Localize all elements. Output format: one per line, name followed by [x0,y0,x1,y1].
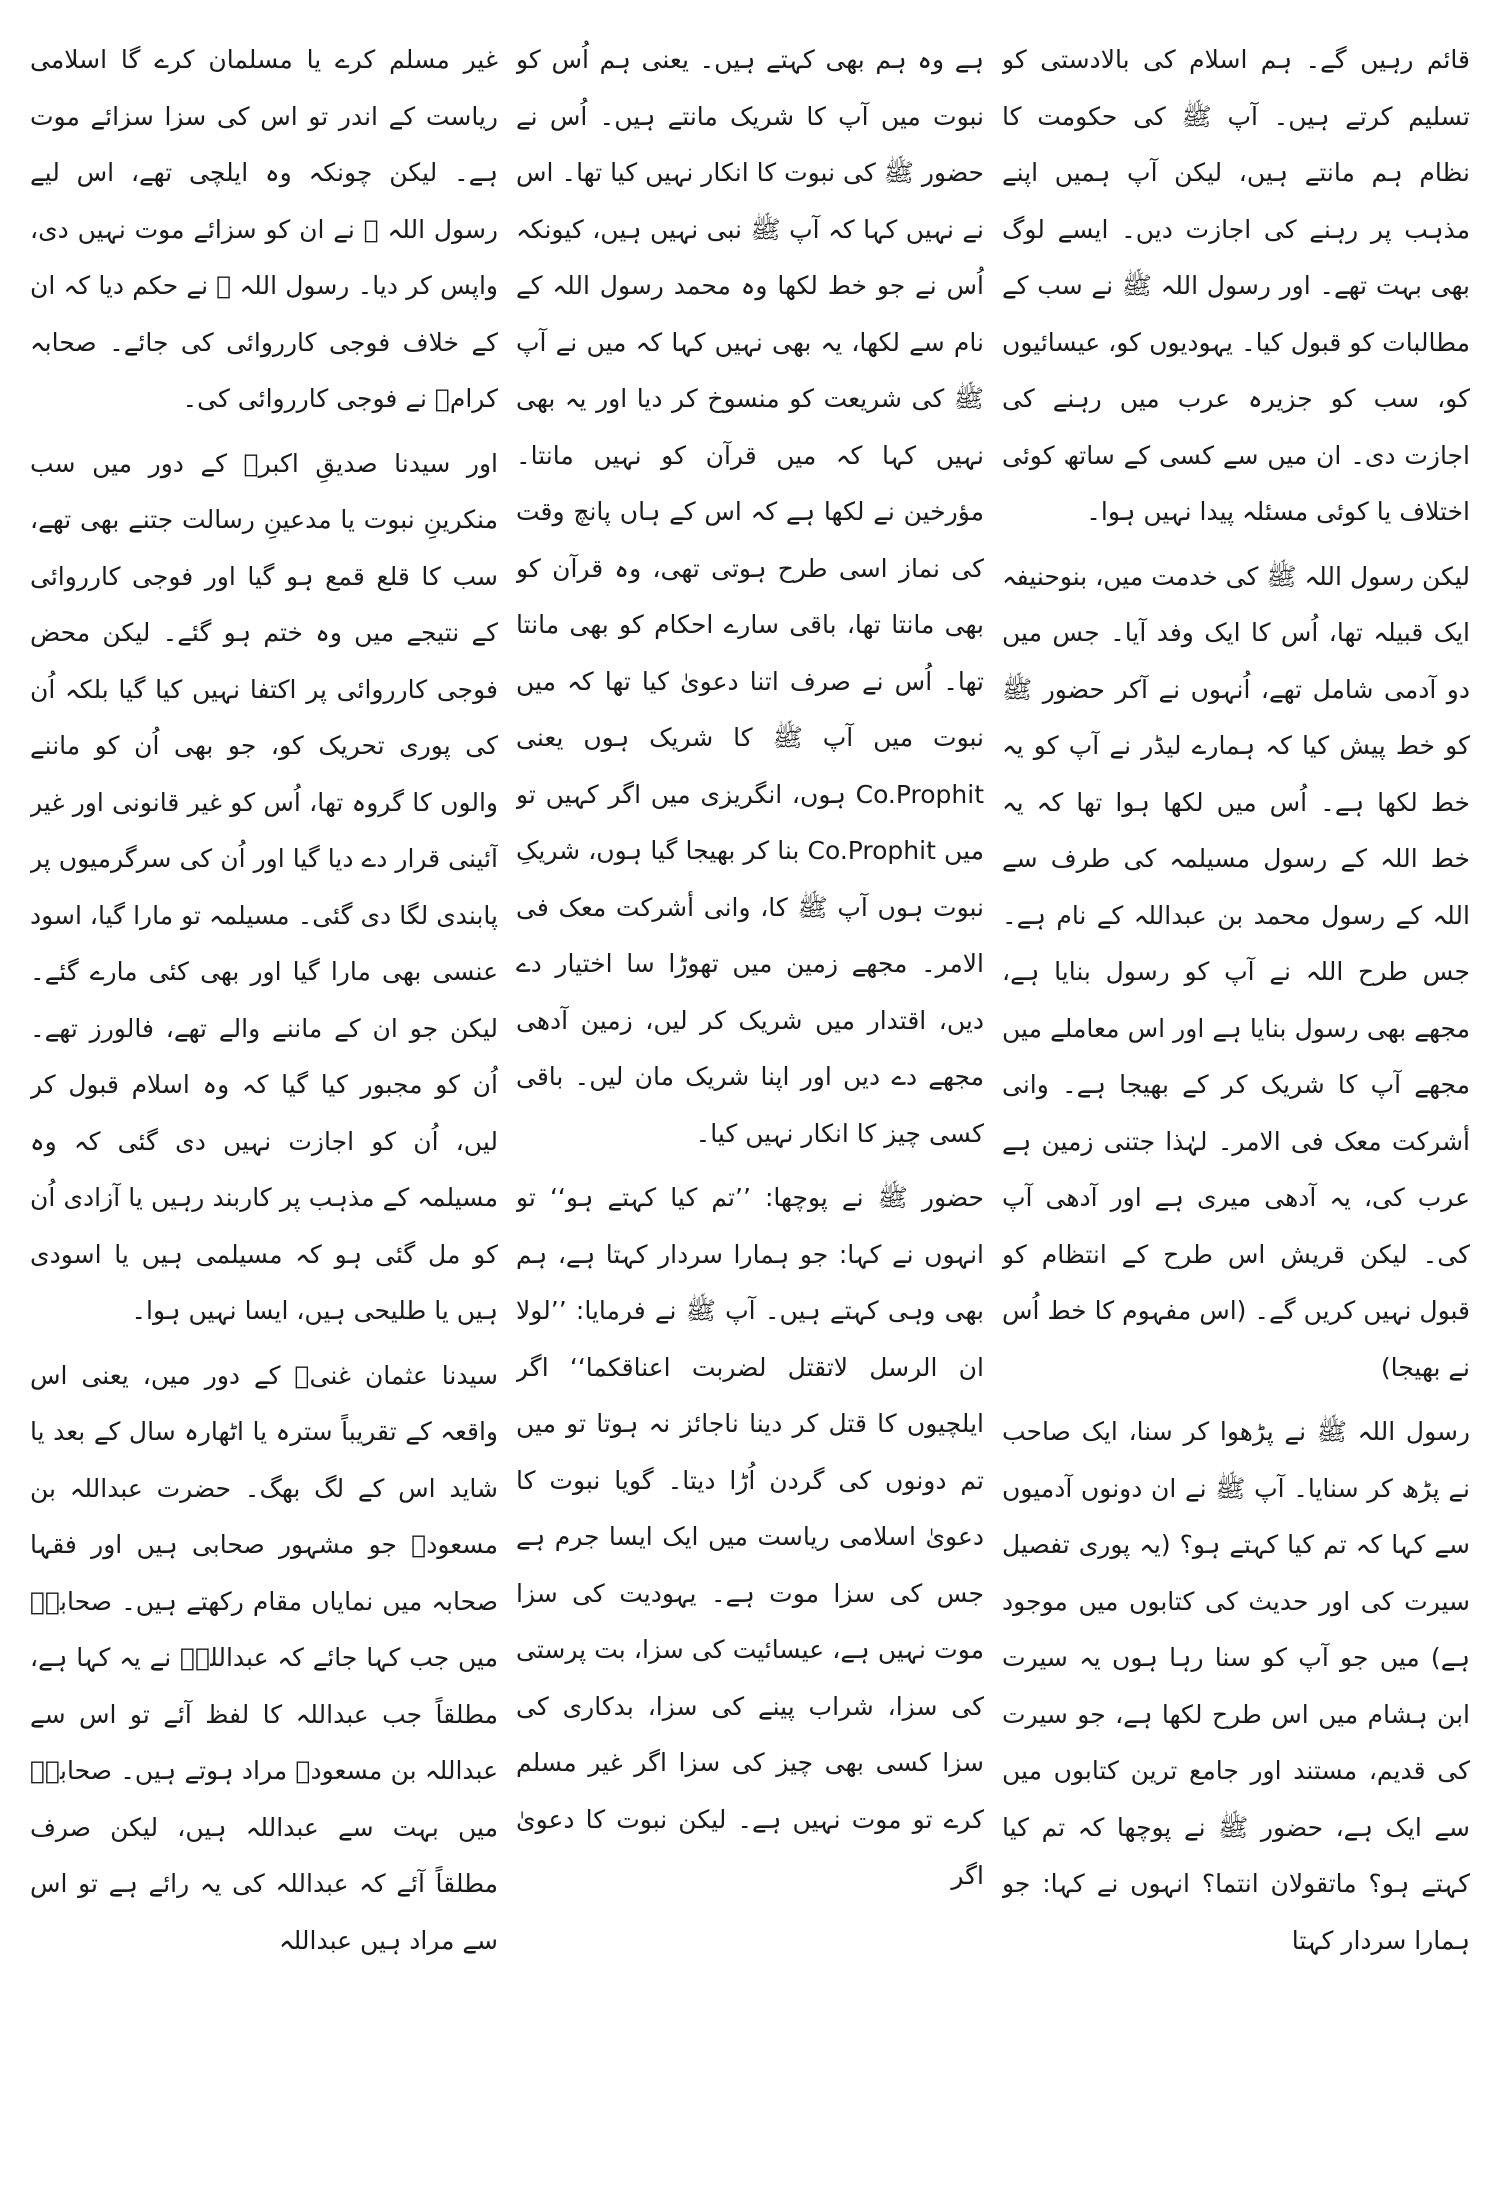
paragraph: اور سیدنا صدیقِ اکبرؓ کے دور میں سب منکرینِ نبوت یا مدعینِ رسالت جتنے بھی تھے، سب کا قلع قمع ہو گیا اور فوجی کارروائی کے نتیجے میں وہ ختم ہو گئے۔ لیکن محض فوجی کارروائی پر اکتفا نہیں کیا گیا بلکہ اُن کی پوری تحریک کو، جو بھی اُن کو ماننے والوں کا گروہ تھا، اُس کو غیر قانونی اور غیر آئینی قرار دے دیا گیا اور اُن کی سرگرمیوں پر پابندی لگا دی گئی۔ مسیلمہ تو مارا گیا، اسود عنسی بھی مارا گیا اور بھی کئی مارے گئے۔ لیکن جو ان کے ماننے والے تھے، فالورز تھے۔ اُن کو مجبور کیا گیا کہ وہ اسلام قبول کر لیں، اُن کو اجازت نہیں دی گئی کہ وہ مسیلمہ کے مذہب پر کاربند رہیں یا آزادی اُن کو مل گئی ہو کہ مسیلمی ہیں یا اسودی ہیں یا طلیحی ہیں، ایسا نہیں ہوا۔ [30,448,498,1325]
paragraph: ہے وہ ہم بھی کہتے ہیں۔ یعنی ہم اُس کو نبوت میں آپ کا شریک مانتے ہیں۔ اُس نے حضور ﷺ کی نبوت کا انکار نہیں کیا تھا۔ اس نے نہیں کہا کہ آپ ﷺ نبی نہیں ہیں، کیونکہ اُس نے جو خط لکھا وہ محمد رسول اللہ کے نام سے لکھا، یہ بھی نہیں کہا کہ میں نے آپ ﷺ کی شریعت کو منسوخ کر دیا اور یہ بھی نہیں کہا کہ میں قرآن کو نہیں مانتا۔ مؤرخین نے لکھا ہے کہ اس کے ہاں پانچ وقت کی نماز اسی طرح ہوتی تھی، وہ قرآن کو بھی مانتا تھا، باقی سارے احکام کو بھی مانتا تھا۔ اُس نے صرف اتنا دعویٰ کیا تھا کہ میں نبوت میں آپ ﷺ کا شریک ہوں یعنی Co.Prophit ہوں، انگریزی میں اگر کہیں تو میں Co.Prophit بنا کر بھیجا گیا ہوں، شریکِ نبوت ہوں آپ ﷺ کا، وانی أشرکت معک فی الامر۔ مجھے زمین میں تھوڑا سا اختیار دے دیں، اقتدار میں شریک کر لیں، زمین آدھی مجھے دے دیں اور اپنا شریک مان لیں۔ باقی کسی چیز کا انکار نہیں کیا۔ [516,45,984,1148]
text-column-left [30,32,498,2172]
text-column-middle [516,32,984,2172]
paragraph: قائم رہیں گے۔ ہم اسلام کی بالادستی کو تسلیم کرتے ہیں۔ آپ ﷺ کی حکومت کا نظام ہم مانتے ہیں، لیکن آپ ہمیں اپنے مذہب پر رہنے کی اجازت دیں۔ ایسے لوگ بھی بہت تھے۔ اور رسول اللہ ﷺ نے سب کے مطالبات کو قبول کیا۔ یہودیوں کو، عیسائیوں کو، سب کو جزیرہ عرب میں رہنے کی اجازت دی۔ ان میں سے کسی کے ساتھ کوئی اختلاف یا کوئی مسئلہ پیدا نہیں ہوا۔ [1002,45,1470,526]
paragraph: سیدنا عثمان غنیؓ کے دور میں، یعنی اس واقعہ کے تقریباً سترہ یا اٹھارہ سال کے بعد یا شاید اس کے لگ بھگ۔ حضرت عبداللہ بن مسعودؓ جو مشہور صحابی ہیں اور فقہا صحابہ میں نمایاں مقام رکھتے ہیں۔ صحابہؓ میں جب کہا جائے کہ عبداللہؓ نے یہ کہا ہے، مطلقاً جب عبداللہ کا لفظ آئے تو اس سے عبداللہ بن مسعودؓ مراد ہوتے ہیں۔ صحابہؓ میں بہت سے عبداللہ ہیں، لیکن صرف مطلقاً آئے کہ عبداللہ کی یہ رائے ہے تو اس سے مراد ہیں عبداللہ [30,1360,498,1955]
paragraph: رسول اللہ ﷺ نے پڑھوا کر سنا، ایک صاحب نے پڑھ کر سنایا۔ آپ ﷺ نے ان دونوں آدمیوں سے کہا کہ تم کیا کہتے ہو؟ (یہ پوری تفصیل سیرت کی اور حدیث کی کتابوں میں موجود ہے) میں جو آپ کو سنا رہا ہوں یہ سیرت ابن ہشام میں اس طرح لکھا ہے، جو سیرت کی قدیم، مستند اور جامع ترین کتابوں میں سے ایک ہے، حضور ﷺ نے پوچھا کہ تم کیا کہتے ہو؟ ماتقولان انتما؟ انہوں نے کہا: جو ہمارا سردار کہتا [1002,1417,1470,1955]
paragraph: غیر مسلم کرے یا مسلمان کرے گا اسلامی ریاست کے اندر تو اس کی سزا سزائے موت ہے۔ لیکن چونکہ وہ ایلچی تھے، اس لیے رسول اللہ ﷺ نے ان کو سزائے موت نہیں دی، واپس کر دیا۔ رسول اللہ ﷺ نے حکم دیا کہ ان کے خلاف فوجی کارروائی کی جائے۔ صحابہ کرامؓ نے فوجی کارروائی کی۔ [30,45,498,413]
paragraph: لیکن رسول اللہ ﷺ کی خدمت میں، بنوحنیفہ ایک قبیلہ تھا، اُس کا ایک وفد آیا۔ جس میں دو آدمی شامل تھے، اُنہوں نے آکر حضور ﷺ کو خط پیش کیا کہ ہمارے لیڈر نے آپ کو یہ خط لکھا ہے۔ اُس میں لکھا ہوا تھا کہ یہ خط اللہ کے رسول مسیلمہ کی طرف سے اللہ کے رسول محمد بن عبداللہ کے نام ہے۔ جس طرح اللہ نے آپ کو رسول بنایا ہے، مجھے بھی رسول بنایا ہے اور اس معاملے میں مجھے آپ کا شریک کر کے بھیجا ہے۔ وانی أشرکت معک فی الامر۔ لہٰذا جتنی زمین ہے عرب کی، یہ آدھی میری ہے اور آدھی آپ کی۔ لیکن قریش اس طرح کے انتظام کو قبول نہیں کریں گے۔ (اس مفہوم کا خط اُس نے بھیجا) [1002,561,1470,1382]
text-column-right [1002,32,1470,2172]
paragraph: حضور ﷺ نے پوچھا: ’’تم کیا کہتے ہو‘‘ تو انہوں نے کہا: جو ہمارا سردار کہتا ہے، ہم بھی وہی کہتے ہیں۔ آپ ﷺ نے فرمایا: ’’لولا ان الرسل لاتقتل لضربت اعناقکما‘‘ اگر ایلچیوں کا قتل کر دینا ناجائز نہ ہوتا تو میں تم دونوں کی گردن اُڑا دیتا۔ گویا نبوت کا دعویٰ اسلامی ریاست میں ایک ایسا جرم ہے جس کی سزا موت ہے۔ یہودیت کی سزا موت نہیں ہے، عیسائیت کی سزا، بت پرستی کی سزا، شراب پینے کی سزا، بدکاری کی سزا کسی بھی چیز کی سزا اگر غیر مسلم کرے تو موت نہیں ہے۔ لیکن نبوت کا دعویٰ اگر [516,1183,984,1890]
